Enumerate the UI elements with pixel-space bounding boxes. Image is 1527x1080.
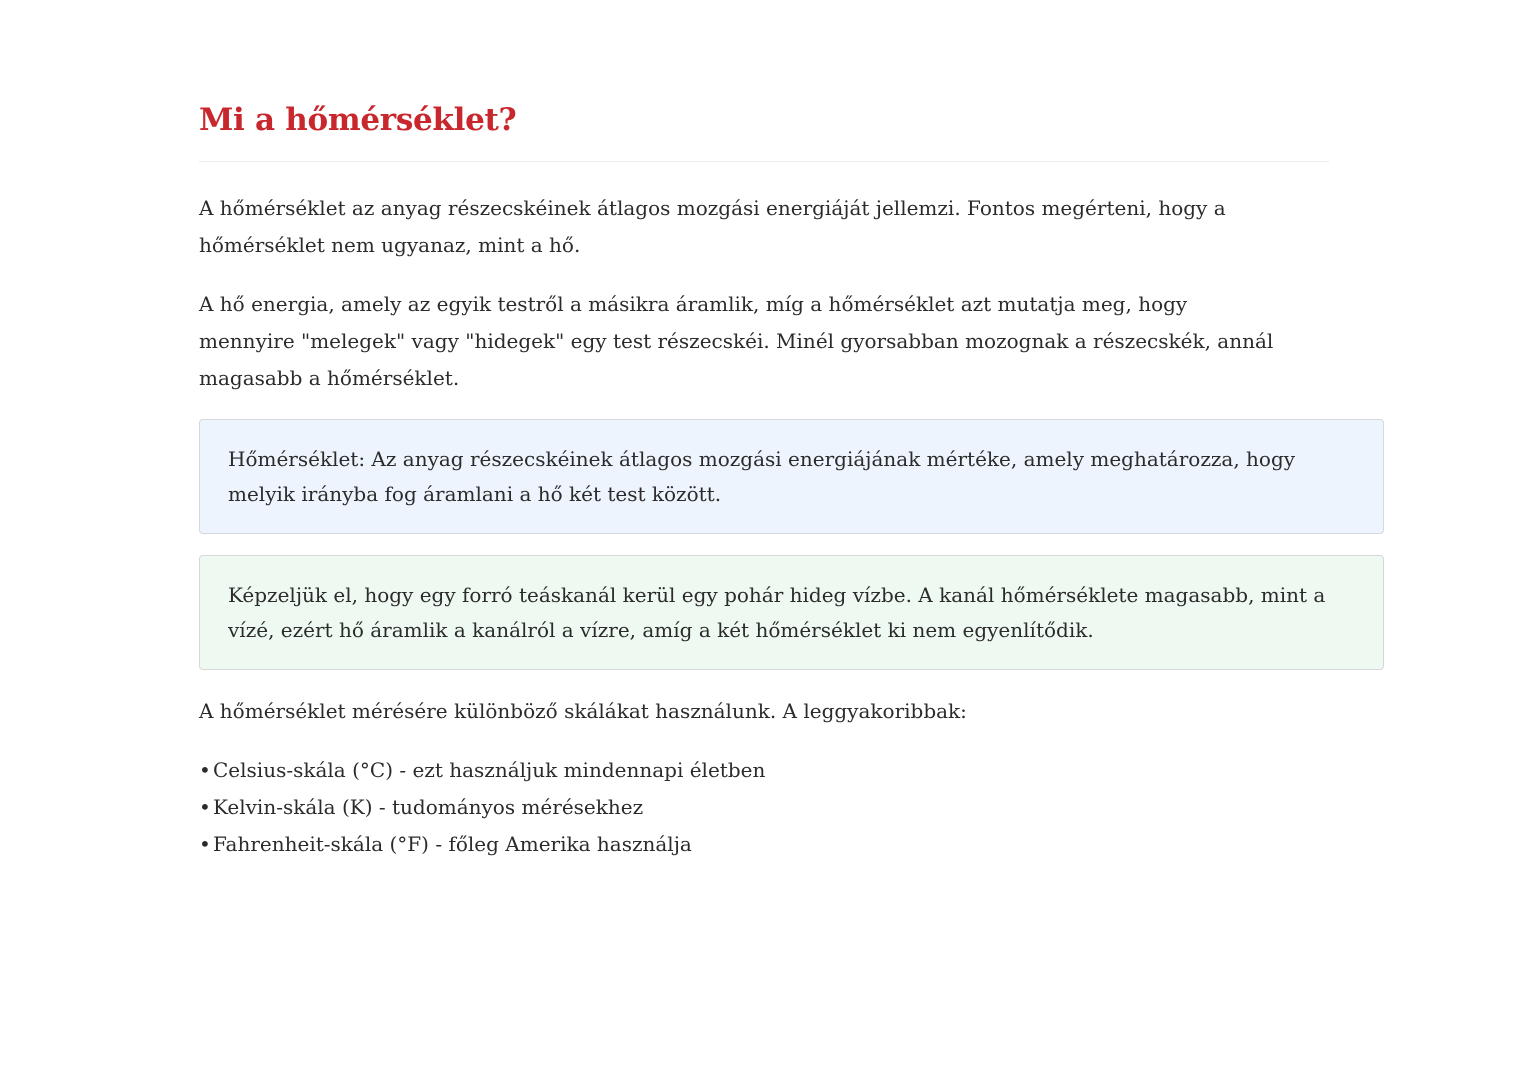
- definition-text: Hőmérséklet: Az anyag részecskéinek átlagos mozgási energiájának mértéke, amely meghatározza, hogy melyik irányba fog áramlani a hő két test között.: [228, 447, 1296, 506]
- list-item: [199, 826, 765, 863]
- bullet-icon: •: [199, 758, 211, 782]
- example-text: Képzeljük el, hogy egy forró teáskanál kerül egy pohár hideg vízbe. A kanál hőmérséklete magasabb, mint a vízé, ezért hő áramlik a kanálról a vízre, amíg a két hőmérséklet ki nem egyenlítődik.: [228, 583, 1326, 642]
- bullet-icon: •: [199, 832, 211, 856]
- list-item: [199, 789, 765, 826]
- page-title: Mi a hőmérséklet?: [199, 102, 517, 138]
- definition-box: [199, 419, 1384, 534]
- intro-paragraph: A hőmérséklet az anyag részecskéinek átlagos mozgási energiáját jellemzi. Fontos megérteni, hogy a hőmérséklet nem ugyanaz, mint a hő.: [199, 196, 1226, 257]
- bullet-icon: •: [199, 795, 211, 819]
- temperature-scale-list: [199, 752, 765, 863]
- list-item-label: Fahrenheit-skála (°F) - főleg Amerika használja: [213, 832, 692, 856]
- scales-intro-paragraph: A hőmérséklet mérésére különböző skálákat használunk. A leggyakoribbak:: [199, 699, 967, 723]
- list-item-label: Kelvin-skála (K) - tudományos mérésekhez: [213, 795, 644, 819]
- title-divider: [199, 161, 1329, 162]
- heat-vs-temperature-paragraph: A hő energia, amely az egyik testről a másikra áramlik, míg a hőmérséklet azt mutatja meg, hogy mennyire "melegek" vagy "hidegek" egy test részecskéi. Minél gyorsabban mozognak a részecskék, annál magasabb a hőmérséklet.: [199, 292, 1274, 390]
- example-box: [199, 555, 1384, 670]
- list-item-label: Celsius-skála (°C) - ezt használjuk mindennapi életben: [213, 758, 766, 782]
- list-item: [199, 752, 765, 789]
